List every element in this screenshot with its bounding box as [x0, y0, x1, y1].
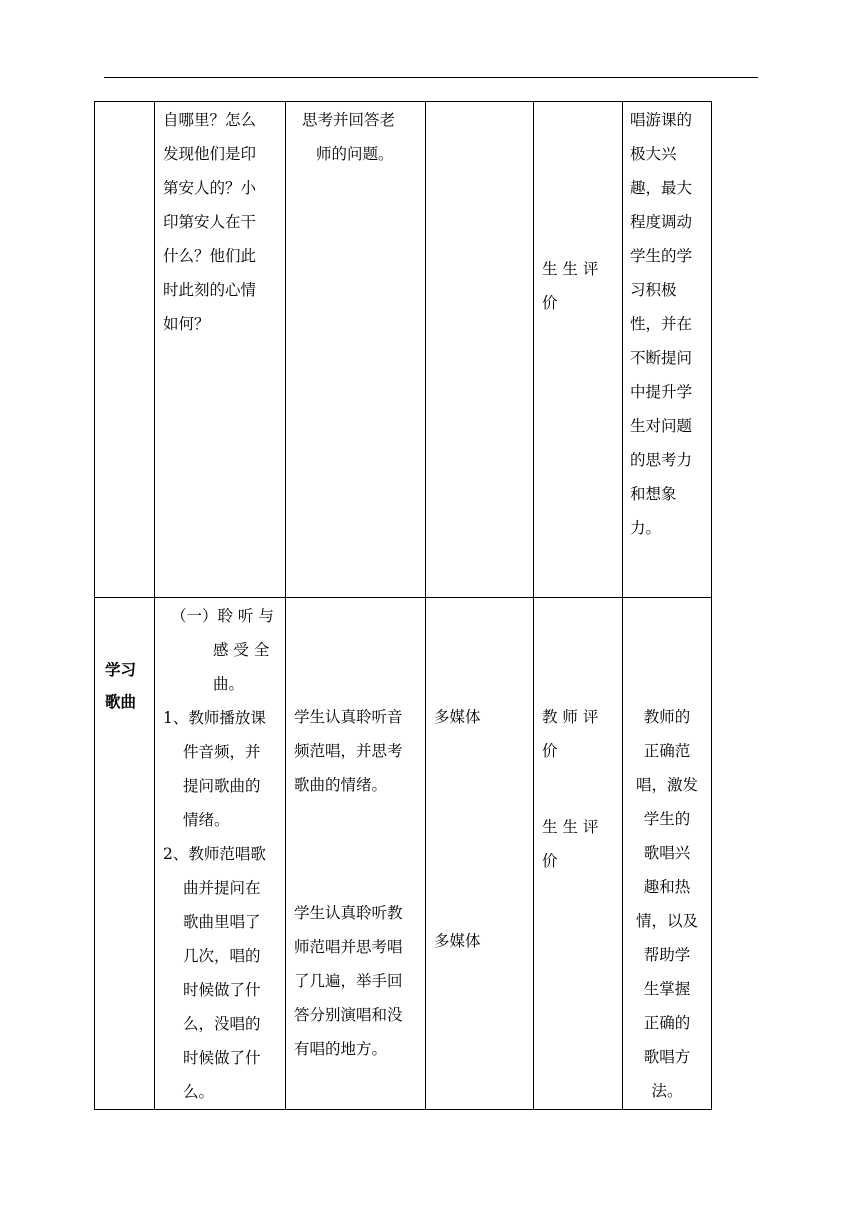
student-activity-cell — [286, 598, 426, 1110]
table-row — [95, 102, 712, 598]
text-line: 多媒体 — [434, 932, 481, 950]
text-line: 情绪。 — [183, 811, 230, 829]
text-line: 2、教师范唱歌 — [163, 845, 266, 863]
text-line: 学生的学 — [630, 247, 693, 265]
text-line: 情，以及 — [635, 912, 698, 930]
text-line: 多媒体 — [434, 708, 481, 726]
text-line: 歌曲的情绪。 — [294, 776, 388, 794]
purpose-cell — [623, 598, 712, 1110]
evaluation-cell — [534, 102, 623, 598]
text-line: 教 师 评 — [542, 708, 599, 726]
text-line: 师的问题。 — [316, 145, 394, 163]
text-line: 正确的 — [643, 1014, 691, 1032]
text-line: 歌唱兴 — [643, 844, 691, 862]
text-line: 唱，激发 — [635, 776, 698, 794]
text-line: 感 受 全 — [213, 641, 270, 659]
text-line: 程度调动 — [630, 213, 693, 231]
text-line: 自哪里？怎么 — [163, 111, 257, 129]
text-line: 时候做了什 — [183, 1049, 261, 1067]
text-line: 了几遍，举手回 — [294, 972, 403, 990]
student-activity-cell — [286, 102, 426, 598]
text-line: 学生认真聆听音 — [294, 708, 403, 726]
text-line: 提问歌曲的 — [183, 777, 261, 795]
text-line: 么。 — [183, 1083, 215, 1101]
text-line: 帮助学 — [643, 946, 691, 964]
text-line: 曲并提问在 — [183, 879, 261, 897]
text-line: 正确范 — [643, 742, 691, 760]
text-line: 教师的 — [643, 708, 691, 726]
text-line: 中提升学 — [630, 383, 693, 401]
text-line: 件音频，并 — [183, 743, 261, 761]
text-line: 几次，唱的 — [183, 947, 261, 965]
text-line: 不断提问 — [630, 349, 693, 367]
section-cell — [95, 598, 155, 1110]
text-line: 频范唱，并思考 — [294, 742, 403, 760]
text-line: 价 — [542, 852, 558, 870]
lesson-plan-table — [94, 101, 712, 1110]
text-line: 印第安人在干 — [163, 213, 257, 231]
section-title: 歌曲 — [105, 692, 137, 711]
text-line: 生 生 评 — [542, 260, 599, 278]
media-cell — [426, 102, 534, 598]
text-line: 师范唱并思考唱 — [294, 938, 403, 956]
text-line: 生掌握 — [643, 980, 691, 998]
header-rule — [104, 77, 758, 78]
text-line: 和想象 — [630, 485, 677, 503]
text-line: 性，并在 — [630, 315, 693, 333]
text-line: 习积极 — [630, 281, 677, 299]
text-line: 学生的 — [643, 810, 691, 828]
teacher-activity-cell — [155, 598, 286, 1110]
section-cell — [95, 102, 155, 598]
text-line: 时此刻的心情 — [163, 281, 257, 299]
text-line: 发现他们是印 — [163, 145, 257, 163]
table-row — [95, 598, 712, 1110]
text-line: 唱游课的 — [630, 111, 693, 129]
text-line: 生 生 评 — [542, 818, 599, 836]
text-line: 法。 — [651, 1082, 683, 1100]
media-cell — [426, 598, 534, 1110]
text-line: （一）聆 听 与 — [171, 607, 274, 625]
text-line: 答分别演唱和没 — [294, 1006, 403, 1024]
text-line: 生对问题 — [630, 417, 693, 435]
text-line: 1、教师播放课 — [163, 709, 266, 727]
text-line: 趣，最大 — [630, 179, 693, 197]
section-title: 学习 — [105, 660, 137, 679]
text-line: 思考并回答老 — [302, 111, 396, 129]
text-line: 歌唱方 — [643, 1048, 691, 1066]
text-line: 歌曲里唱了 — [183, 913, 261, 931]
text-line: 曲。 — [213, 675, 245, 693]
text-line: 价 — [542, 742, 558, 760]
text-line: 趣和热 — [643, 878, 691, 896]
teacher-activity-cell — [155, 102, 286, 598]
evaluation-cell — [534, 598, 623, 1110]
text-line: 有唱的地方。 — [294, 1040, 388, 1058]
text-line: 什么？他们此 — [163, 247, 257, 265]
purpose-cell — [623, 102, 712, 598]
text-line: 力。 — [630, 519, 662, 537]
text-line: 第安人的？小 — [163, 179, 257, 197]
text-line: 时候做了什 — [183, 981, 261, 999]
text-line: 价 — [542, 294, 558, 312]
text-line: 么，没唱的 — [183, 1015, 261, 1033]
text-line: 的思考力 — [630, 451, 693, 469]
text-line: 学生认真聆听教 — [294, 904, 403, 922]
text-line: 如何？ — [163, 315, 210, 333]
text-line: 极大兴 — [630, 145, 677, 163]
